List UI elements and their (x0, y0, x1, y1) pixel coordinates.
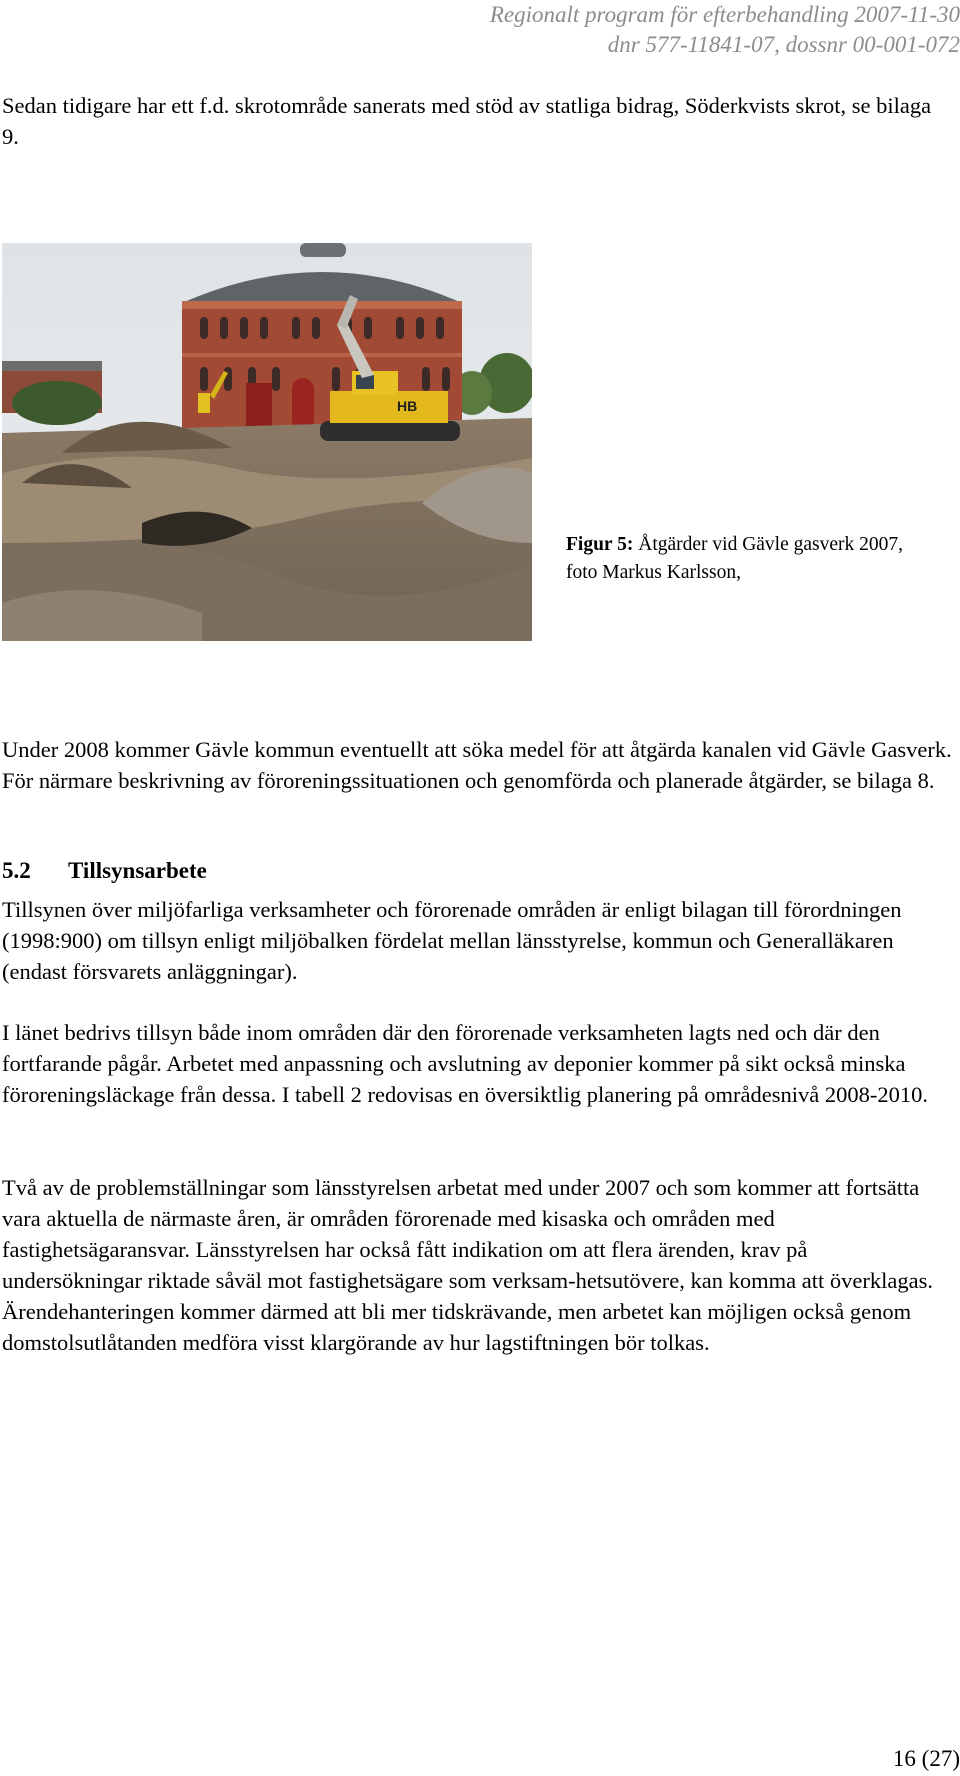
page-number: 16 (27) (892, 1746, 960, 1771)
section-heading (2, 856, 207, 886)
excavator-badge: HB (397, 398, 418, 414)
figure-photo (2, 243, 532, 641)
excavator-track (320, 421, 460, 441)
section-number: 5.2 (2, 858, 31, 883)
paragraph-tillsyn-2: I länet bedrivs tillsyn både inom områden där den förorenade verksamheten lagts ned och där den fortfarande pågår. Arbetet med anpassning och avslutning av deponier kommer på sikt också minska föroreningsläckage från dessa. I tabell 2 redovisas en översiktlig planering på områdesnivå 2008-2010. (2, 1020, 928, 1107)
paragraph-2008: Under 2008 kommer Gävle kommun eventuellt att söka medel för att åtgärda kanalen vid Gävle Gasverk. För närmare beskrivning av föroreningssituationen och genomförda och planerade åtgärder, se bilaga 8. (2, 737, 952, 793)
figure-caption-text: Åtgärder vid Gävle gasverk 2007, foto Markus Karlsson, (566, 534, 904, 583)
page-header (360, 0, 960, 60)
header-reference-line: dnr 577-11841-07, dossnr 00-001-072 (607, 32, 960, 57)
intro-paragraph: Sedan tidigare har ett f.d. skrotområde sanerats med stöd av statliga bidrag, Söderkvists skrot, se bilaga 9. (2, 93, 932, 149)
gasverk-photo-illustration (2, 243, 532, 641)
paragraph-tillsyn-3: Två av de problemställningar som länsstyrelsen arbetat med under 2007 och som kommer att fortsätta vara aktuella de närmaste åren, är områden förorenade med kisaska och områden med fastighetsägaransvar. Länsstyrelsen har också fått indikation om att flera ärenden, krav på undersökningar riktade såväl mot fastighetsägare som verksam-hetsutövere, kan komma att överklagas. Ärendehanteringen kommer därmed att bli mer tidskrävande, men arbetet kan möjligen också genom domstolsutlåtanden medföra visst klargörande av hur lagstiftningen bör tolkas. (2, 1175, 933, 1355)
header-program-line: Regionalt program för efterbehandling 2007-11-30 (489, 2, 960, 27)
section-title: Tillsynsarbete (68, 858, 207, 883)
figure-label: Figur 5: (566, 534, 634, 555)
figure-caption (566, 531, 926, 587)
paragraph-tillsyn-1: Tillsynen över miljöfarliga verksamheter och förorenade områden är enligt bilagan till förordningen (1998:900) om tillsyn enligt miljöbalken fördelat mellan länsstyrelse, kommun och Generalläkaren (endast försvarets anläggningar). (2, 897, 902, 984)
